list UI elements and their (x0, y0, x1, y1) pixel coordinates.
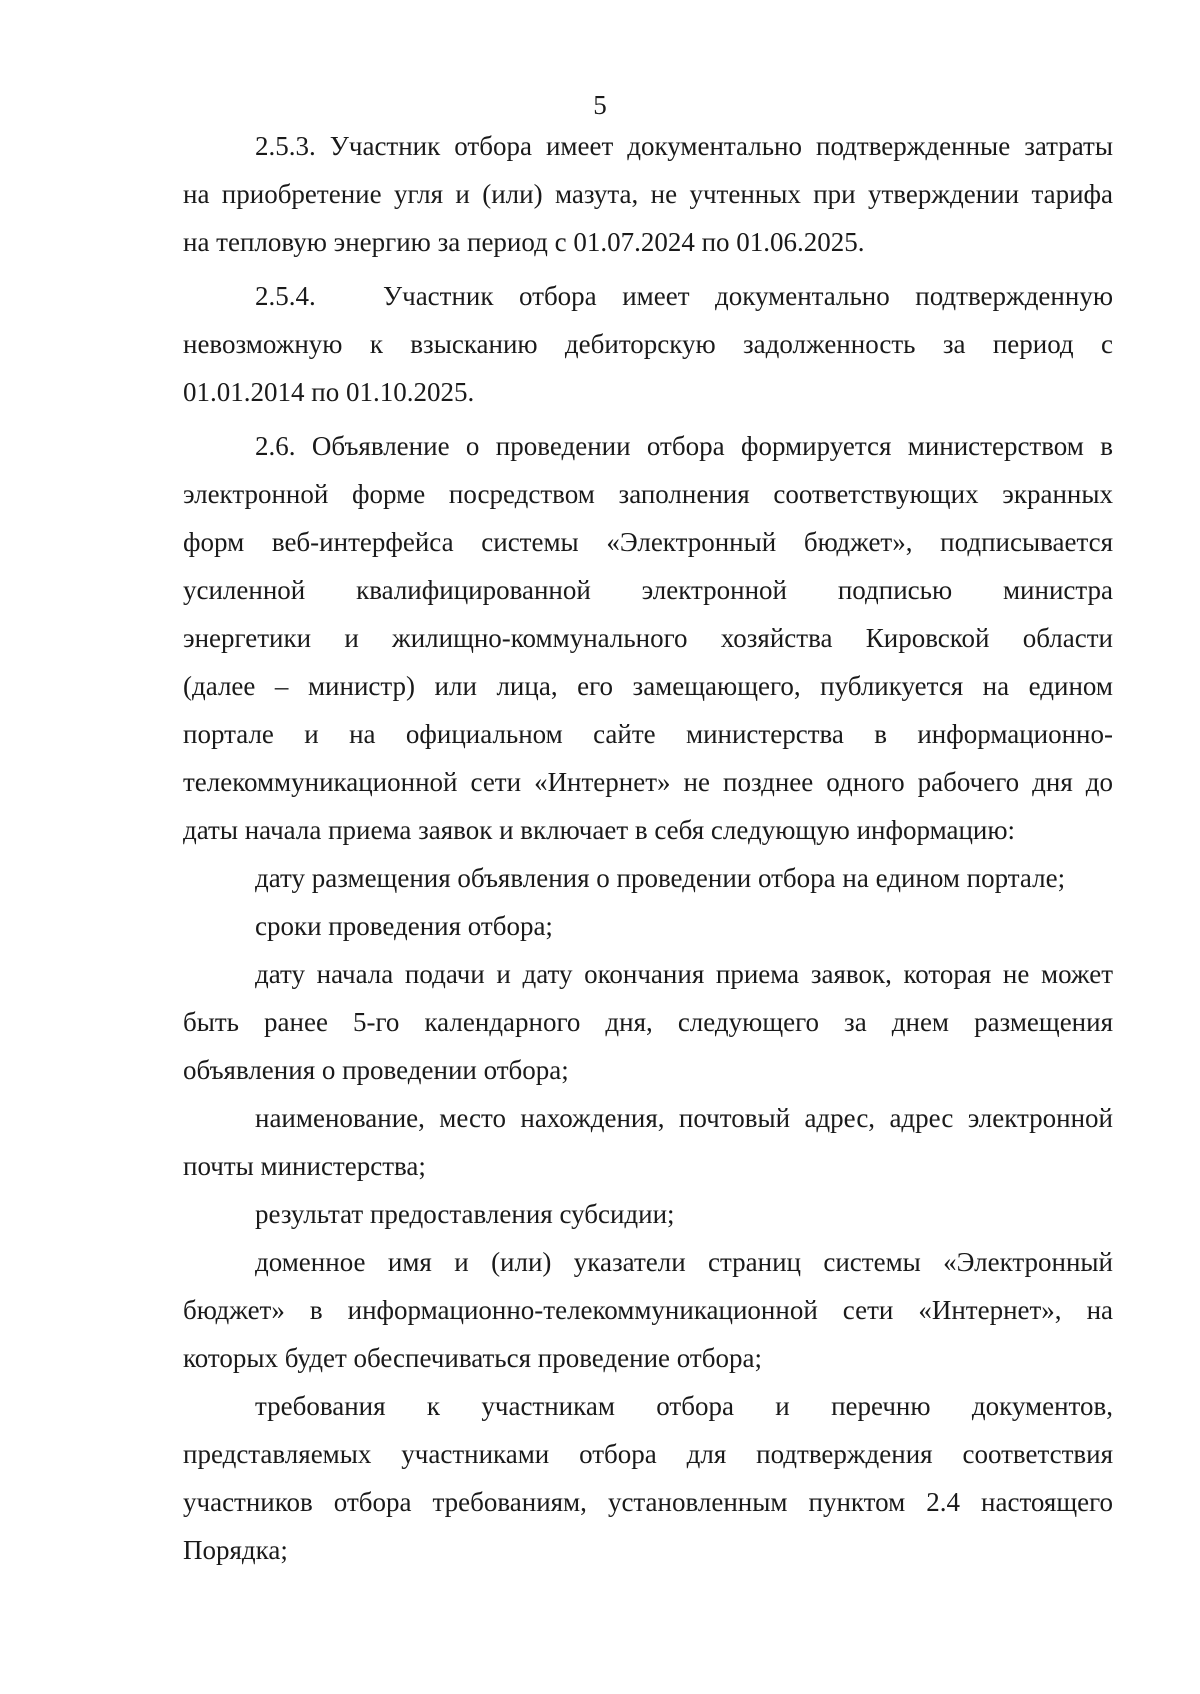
text-line: усиленной квалифицированной электронной подписью министра (183, 575, 1113, 605)
paragraph-2-5-4 (183, 272, 1113, 416)
list-item (183, 902, 1113, 950)
text-line: результат предоставления субсидии; (255, 1199, 675, 1229)
text-line: 2.6. Объявление о проведении отбора формируется министерством в (255, 431, 1113, 461)
text-line: доменное имя и (или) указатели страниц системы «Электронный (255, 1247, 1113, 1277)
text-line: быть ранее 5-го календарного дня, следующего за днем размещения (183, 1007, 1113, 1037)
text-line: на тепловую энергию за период с 01.07.2024 по 01.06.2025. (183, 227, 865, 257)
paragraph-2-5-3 (183, 122, 1113, 266)
list-item (183, 950, 1113, 1094)
text-line: объявления о проведении отбора; (183, 1055, 569, 1085)
text-line: портале и на официальном сайте министерства в информационно- (183, 719, 1113, 749)
text-line: представляемых участниками отбора для подтверждения соответствия (183, 1439, 1113, 1469)
text-line: на приобретение угля и (или) мазута, не учтенных при утверждении тарифа (183, 179, 1113, 209)
list-item (183, 854, 1113, 902)
text-line: (далее – министр) или лица, его замещающего, публикуется на едином (183, 671, 1113, 701)
text-line: сроки проведения отбора; (255, 911, 553, 941)
list-item (183, 1238, 1113, 1382)
text-line: участников отбора требованиям, установленным пунктом 2.4 настоящего (183, 1487, 1113, 1517)
text-line: требования к участникам отбора и перечню документов, (255, 1391, 1113, 1421)
list-item (183, 1094, 1113, 1190)
text-line: Участник отбора имеет документально подтвержденную (383, 281, 1113, 311)
text-line: форм веб-интерфейса системы «Электронный бюджет», подписывается (183, 527, 1113, 557)
paragraph-2-6 (183, 422, 1113, 854)
text-line: дату размещения объявления о проведении отбора на едином портале; (255, 863, 1066, 893)
text-line: энергетики и жилищно-коммунального хозяйства Кировской области (183, 623, 1113, 653)
document-body (183, 122, 1113, 1574)
text-line: которых будет обеспечиваться проведение отбора; (183, 1343, 762, 1373)
text-line: электронной форме посредством заполнения соответствующих экранных (183, 479, 1113, 509)
text-line: невозможную к взысканию дебиторскую задолженность за период с (183, 329, 1113, 359)
text-line: даты начала приема заявок и включает в себя следующую информацию: (183, 815, 1016, 845)
text-line: 2.5.3. Участник отбора имеет документально подтвержденные затраты (255, 131, 1113, 161)
text-line: наименование, место нахождения, почтовый адрес, адрес электронной (255, 1103, 1113, 1133)
text-line: бюджет» в информационно-телекоммуникационной сети «Интернет», на (183, 1295, 1113, 1325)
text-line (183, 272, 1113, 320)
page-number: 5 (593, 90, 607, 120)
text-line: телекоммуникационной сети «Интернет» не позднее одного рабочего дня до (183, 767, 1113, 797)
list-item (183, 1382, 1113, 1574)
paragraph-number: 2.5.4. (255, 281, 316, 311)
text-line: дату начала подачи и дату окончания приема заявок, которая не может (255, 959, 1113, 989)
text-line: почты министерства; (183, 1151, 426, 1181)
list-item (183, 1190, 1113, 1238)
text-line: Порядка; (183, 1535, 288, 1565)
text-line: 01.01.2014 по 01.10.2025. (183, 377, 475, 407)
